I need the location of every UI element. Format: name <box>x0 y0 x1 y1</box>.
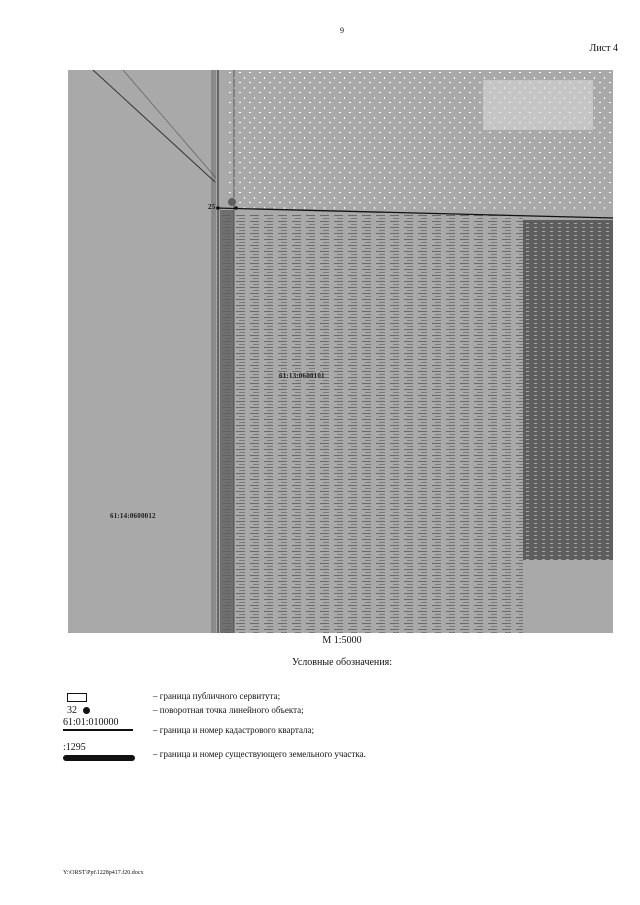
map-graphic <box>68 70 613 633</box>
turning-point <box>216 206 220 210</box>
cadastral-map <box>68 70 613 633</box>
road-strip <box>211 70 216 633</box>
parcel-number-sample: :1295 <box>63 742 86 753</box>
field-dense-strip <box>523 220 613 560</box>
turning-point <box>234 206 238 210</box>
point-dot-icon <box>83 707 90 714</box>
legend-title: Условные обозначения: <box>291 657 392 668</box>
turning-point-number: 32 <box>67 705 77 716</box>
quarter-label-lower: 61:14:0600012 <box>110 512 156 520</box>
legend-text-quarter: – граница и номер кадастрового квартала; <box>153 725 315 735</box>
footer-file-path: Y:\ORST\Ppt\1228p417.f20.docx <box>63 870 144 876</box>
turning-point-symbol <box>67 705 90 716</box>
servitude-symbol <box>67 693 87 702</box>
field-lower-right <box>218 215 523 633</box>
page-number: 9 <box>340 26 344 35</box>
parcel-boundary-diagonal <box>93 70 215 182</box>
sheet-label: Лист 4 <box>589 43 618 54</box>
map-scale: М 1:5000 <box>322 635 362 646</box>
quarter-label-upper: 61:13:0600101 <box>279 372 325 380</box>
point-number-label: 25 <box>208 203 216 211</box>
legend-text-parcel: – граница и номер существующего земельного участка. <box>153 749 366 759</box>
legend-text-turning-point: – поворотная точка линейного объекта; <box>153 705 304 715</box>
legend-text-servitude: – граница публичного сервитута; <box>153 691 281 701</box>
quarter-line-symbol <box>63 729 133 731</box>
parcel-line-symbol <box>63 755 135 761</box>
quarter-number-sample: 61:01:010000 <box>63 717 119 728</box>
